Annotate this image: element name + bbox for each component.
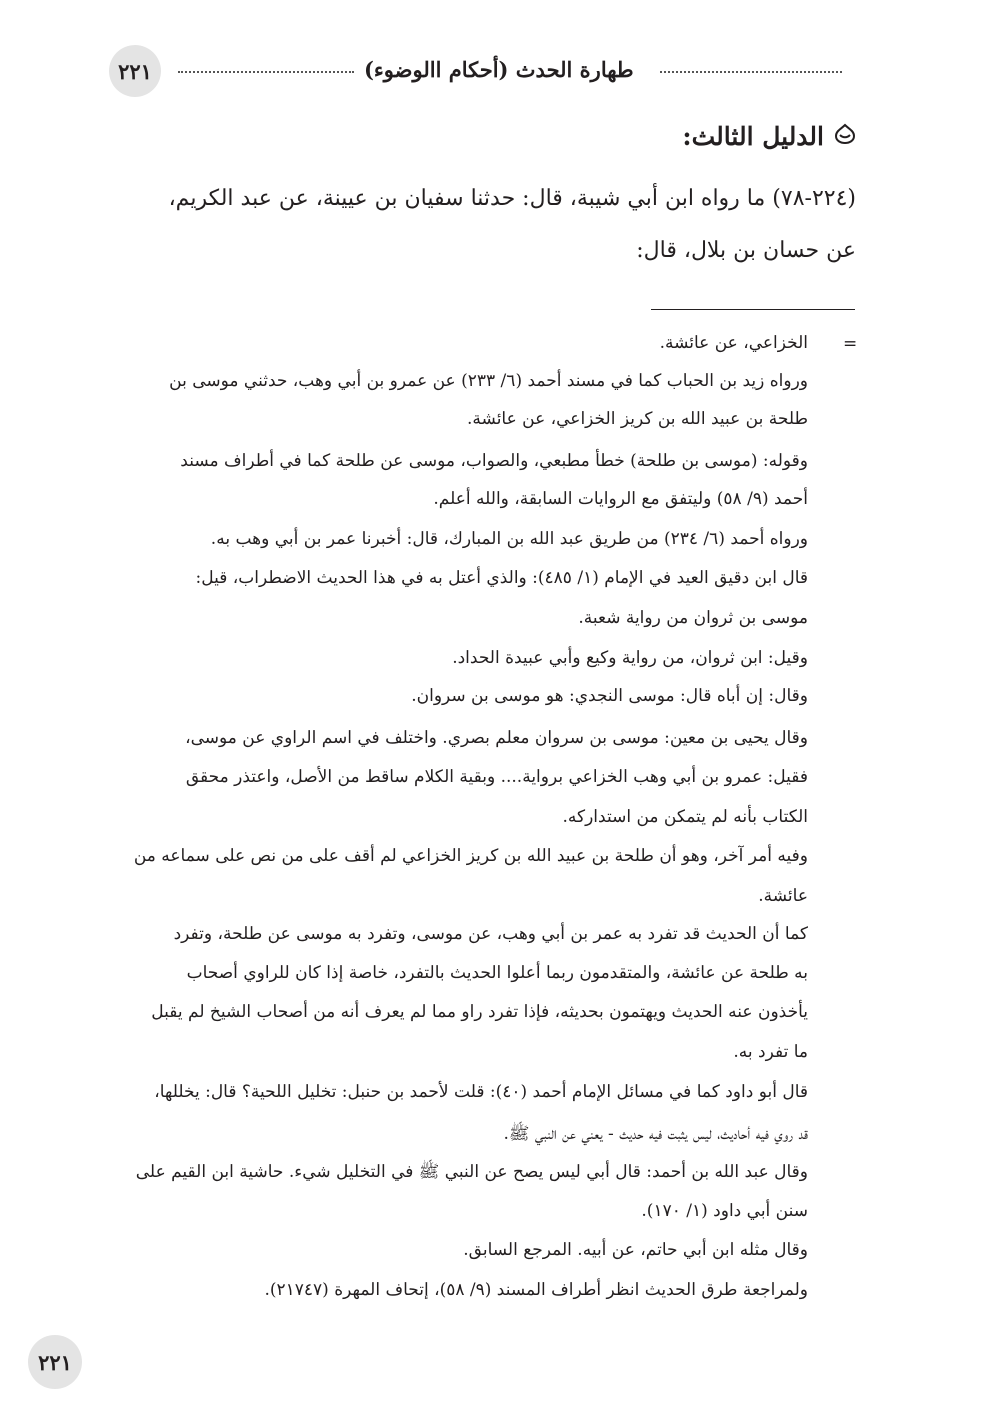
footnote-line: ما تفرد به. — [733, 1042, 808, 1062]
footnote-line: ورواه أحمد (٦/ ٢٣٤) من طريق عبد الله بن المبارك، قال: أخبرنا عمر بن أبي وهب به. — [210, 529, 808, 549]
footnote-line: موسى بن ثروان من رواية شعبة. — [578, 608, 808, 628]
body-line-1: (٢٢٤-٧٨) ما رواه ابن أبي شيبة، قال: حدثنا سفيان بن عيينة، عن عبد الكريم، — [168, 186, 856, 211]
footnote-line: طلحة بن عبيد الله بن كريز الخزاعي، عن عائشة. — [467, 409, 808, 429]
header-page-number: ٢٢١ — [109, 45, 161, 97]
footnote-line: وقال يحيى بن معين: موسى بن سروان معلم بصري. واختلف في اسم الراوي عن موسى، — [185, 728, 808, 748]
footnote-line: وقال: إن أباه قال: موسى النجدي: هو موسى بن سروان. — [411, 686, 808, 706]
footnote-line: قال ابن دقيق العيد في الإمام (١/ ٤٨٥): والذي أعتل به في هذا الحديث الاضطراب، قيل: — [195, 568, 808, 588]
footnote-line: وفيه أمر آخر، وهو أن طلحة بن عبيد الله بن كريز الخزاعي لم أقف على من نص على سماعه من — [133, 846, 808, 866]
footnote-line: وقيل: ابن ثروان، من رواية وكيع وأبي عبيدة الحداد. — [452, 648, 808, 668]
footnote-line: وقوله: (موسى بن طلحة) خطأ مطبعي، والصواب، موسى عن طلحة كما في أطراف مسند — [180, 451, 808, 471]
footnote-line: قال أبو داود كما في مسائل الإمام أحمد (٤٠): قلت لأحمد بن حنبل: تخليل اللحية؟ قال: يخللها، — [154, 1082, 808, 1102]
footnote-separator — [651, 309, 855, 310]
footnote-line: أحمد (٩/ ٥٨) وليتفق مع الروايات السابقة، والله أعلم. — [433, 489, 808, 509]
footnote-line: وقال مثله ابن أبي حاتم، عن أبيه. المرجع السابق. — [463, 1240, 808, 1260]
footnote-line: الخزاعي، عن عائشة. — [659, 333, 808, 353]
heading-text: الدليل الثالث: — [682, 122, 824, 151]
footnote-line: فقيل: عمرو بن أبي وهب الخزاعي برواية.... وبقية الكلام ساقط من الأصل، واعتذر محقق — [185, 767, 808, 787]
footnote-line: ورواه زيد بن الحباب كما في مسند أحمد (٦/ ٢٣٣) عن عمرو بن أبي وهب، حدثني موسى بن — [169, 371, 808, 391]
header-title: طهارة الحدث (أحكام االوضوء) — [364, 57, 634, 82]
body-line-2: عن حسان بن بلال، قال: — [636, 238, 856, 263]
footnote-line: ولمراجعة طرق الحديث انظر أطراف المسند (٩/ ٥٨)، إتحاف المهرة (٢١٧٤٧). — [264, 1280, 808, 1300]
footnote-line: كما أن الحديث قد تفرد به عمر بن أبي وهب، عن موسى، وتفرد به موسى عن طلحة، وتفرد — [173, 924, 808, 944]
section-heading — [682, 122, 856, 151]
footnote-line: به طلحة عن عائشة، والمتقدمون ربما أعلوا الحديث بالتفرد، خاصة إذا كان للراوي أصحاب — [186, 963, 808, 983]
footnote-line: قد روي فيه أحاديث، ليس يثبت فيه حديث - يعني عن النبي ﷺ. — [503, 1124, 808, 1144]
footnote-line: الكتاب بأنه لم يتمكن من استداركه. — [562, 807, 808, 827]
footnote-line: سنن أبي داود (١/ ١٧٠). — [641, 1201, 808, 1221]
header-leader-left — [178, 71, 354, 73]
header-leader-right — [660, 71, 842, 73]
footnote-line: وقال عبد الله بن أحمد: قال أبي ليس يصح عن النبي ﷺ في التخليل شيء. حاشية ابن القيم على — [135, 1162, 808, 1182]
ornament-icon — [834, 122, 856, 151]
footnote-line: يأخذون عنه الحديث ويهتمون بحديثه، فإذا تفرد راو مما لم يعرف أنه من أصحاب الشيخ لم يقبل — [151, 1002, 808, 1022]
continuation-mark: = — [843, 334, 858, 354]
footnote-line: عائشة. — [758, 886, 808, 906]
footer-page-number: ٢٢١ — [28, 1335, 82, 1389]
